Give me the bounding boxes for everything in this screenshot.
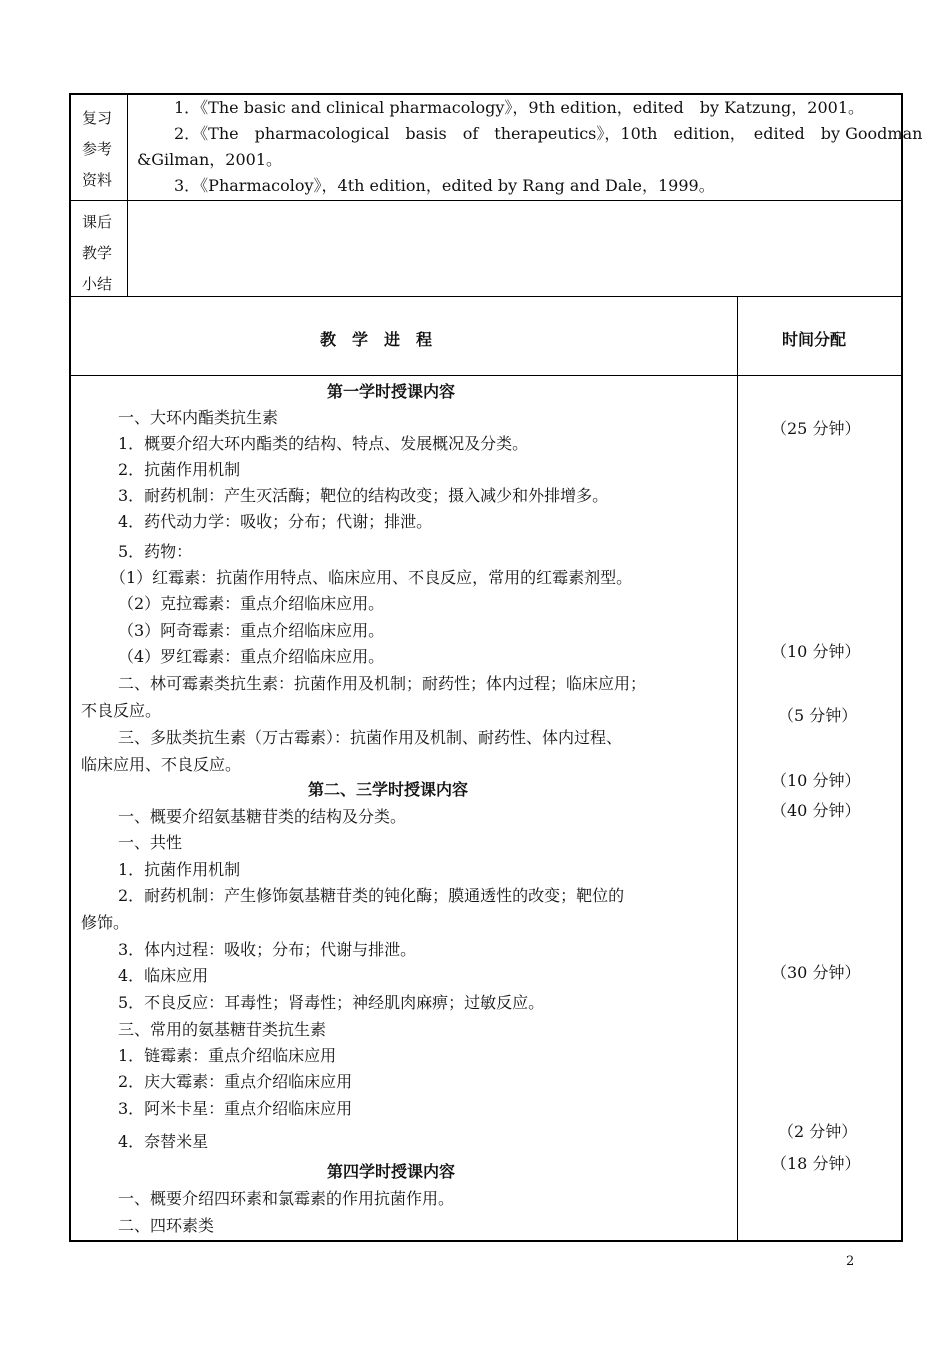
summary-label-1: 课后 [82,213,113,231]
reference-2-cont: &Gilman，2001。 [137,150,282,169]
summary-label-3: 小结 [82,275,113,293]
content-line: 一、概要介绍四环素和氯霉素的作用抗菌作用。 [118,1189,455,1208]
reference-2: 2．《The pharmacological basis of therapeutics》，10th edition， edited by Goodman [174,124,923,143]
content-line: 不良反应。 [81,701,162,720]
content-line: （2）克拉霉素：重点介绍临床应用。 [118,594,385,613]
row-divider-refs [70,200,902,201]
content-line: 二、四环素类 [118,1216,215,1235]
content-line: 3．阿米卡星：重点介绍临床应用 [118,1099,353,1118]
time-column-divider [737,296,738,1241]
reference-1: 1．《The basic and clinical pharmacology》，9th edition，edited by Katzung，2001。 [174,98,865,117]
content-line: 一、概要介绍氨基糖苷类的结构及分类。 [118,807,407,826]
content-line: 1．链霉素：重点介绍临床应用 [118,1046,337,1065]
content-line: 三、多肽类抗生素（万古霉素）：抗菌作用及机制、耐药性、体内过程、 [118,728,623,747]
section-heading-2: 第二、三学时授课内容 [308,780,469,799]
time-allocation: （10 分钟） [771,642,861,661]
summary-label-2: 教学 [82,244,113,262]
content-line: 一、大环内酯类抗生素 [118,408,279,427]
content-line: 4．药代动力学：吸收；分布；代谢；排泄。 [118,512,433,531]
content-line: 5．不良反应：耳毒性；肾毒性；神经肌肉麻痹；过敏反应。 [118,993,545,1012]
content-line: 5．药物： [118,542,193,561]
content-line: 1．抗菌作用机制 [118,860,241,879]
page-number: 2 [846,1254,855,1269]
content-line: 三、常用的氨基糖苷类抗生素 [118,1020,327,1039]
content-line: 一、共性 [118,833,183,852]
content-line: 3．体内过程：吸收；分布；代谢与排泄。 [118,940,417,959]
content-line: 2．耐药机制：产生修饰氨基糖苷类的钝化酶；膜通透性的改变；靶位的 [118,886,625,905]
content-line: 临床应用、不良反应。 [81,755,242,774]
content-line: 4．奈替米星 [118,1132,209,1151]
content-line: 修饰。 [81,913,130,932]
label-column-divider [127,94,128,296]
content-line: 2．抗菌作用机制 [118,460,241,479]
section-heading-3: 第四学时授课内容 [327,1162,456,1181]
review-refs-label-1: 复习 [82,109,113,127]
review-refs-label-3: 资料 [82,171,113,189]
content-line: 3．耐药机制：产生灭活酶；靶位的结构改变；摄入减少和外排增多。 [118,486,609,505]
time-allocation: （2 分钟） [778,1122,858,1141]
time-allocation: （25 分钟） [771,419,861,438]
review-refs-label-2: 参考 [82,140,113,158]
process-header: 教 学 进 程 [320,330,433,349]
content-line: （4）罗红霉素：重点介绍临床应用。 [118,647,385,666]
time-allocation: （5 分钟） [778,706,858,725]
content-line: 1．概要介绍大环内酯类的结构、特点、发展概况及分类。 [118,434,529,453]
content-line: 2．庆大霉素：重点介绍临床应用 [118,1072,353,1091]
section-heading-1: 第一学时授课内容 [327,382,456,401]
content-line: 4．临床应用 [118,966,209,985]
time-header: 时间分配 [782,330,847,349]
row-divider-header [70,375,902,376]
time-allocation: （18 分钟） [771,1154,861,1173]
content-line: （1）红霉素：抗菌作用特点、临床应用、不良反应，常用的红霉素剂型。 [110,568,633,587]
reference-3: 3．《Pharmacoloy》，4th edition，edited by Rang and Dale，1999。 [174,176,715,195]
time-allocation: （30 分钟） [771,963,861,982]
content-line: （3）阿奇霉素：重点介绍临床应用。 [118,621,385,640]
time-allocation: （40 分钟） [771,801,861,820]
content-line: 二、林可霉素类抗生素：抗菌作用及机制；耐药性；体内过程；临床应用； [118,674,647,693]
row-divider-summary [70,296,902,297]
time-allocation: （10 分钟） [771,771,861,790]
